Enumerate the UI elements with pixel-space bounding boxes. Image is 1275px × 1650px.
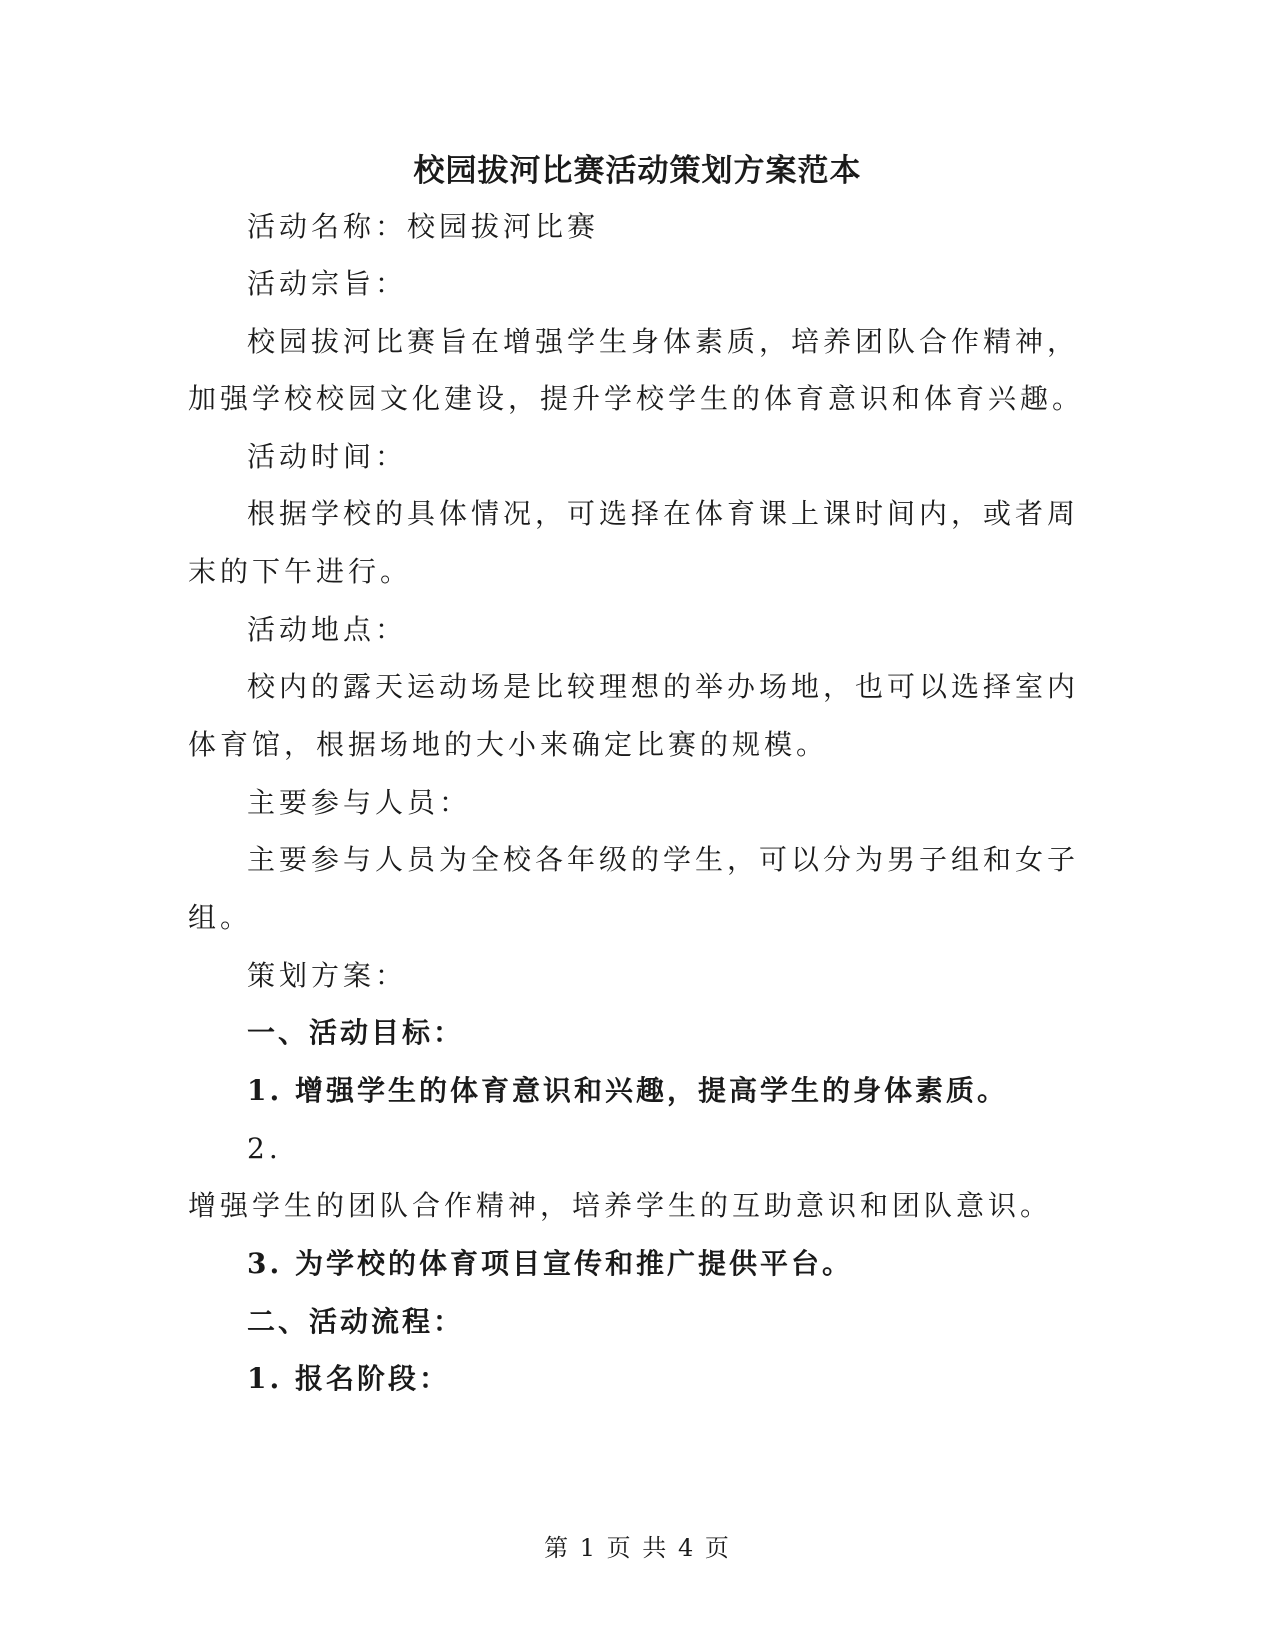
section-goals-heading: 一、活动目标： <box>247 1016 465 1049</box>
location-text-line-1: 校内的露天运动场是比较理想的举办场地，也可以选择室内 <box>247 670 1080 703</box>
goal-item-2-text: 增强学生的团队合作精神，培养学生的互助意识和团队意识。 <box>188 1189 1053 1222</box>
purpose-text-line-1: 校园拔河比赛旨在增强学生身体素质，培养团队合作精神， <box>247 325 1080 358</box>
location-heading: 活动地点： <box>247 613 408 646</box>
process-item-1: 1. 报名阶段： <box>247 1362 450 1395</box>
goal-item-3: 3. 为学校的体育项目宣传和推广提供平台。 <box>247 1247 853 1280</box>
time-heading: 活动时间： <box>247 440 408 473</box>
goal-item-1: 1. 增强学生的体育意识和兴趣，提高学生的身体素质。 <box>247 1074 1008 1107</box>
participants-text-line-1: 主要参与人员为全校各年级的学生，可以分为男子组和女子 <box>247 843 1080 876</box>
participants-text-line-2: 组。 <box>188 901 253 934</box>
purpose-heading: 活动宗旨： <box>247 267 408 300</box>
goal-item-2-number: 2. <box>247 1132 282 1165</box>
time-text-line-1: 根据学校的具体情况，可选择在体育课上课时间内，或者周 <box>247 497 1080 530</box>
document-title: 校园拔河比赛活动策划方案范本 <box>413 153 862 189</box>
time-text-line-2: 末的下午进行。 <box>188 555 413 588</box>
page-footer: 第 1 页 共 4 页 <box>544 1534 731 1562</box>
participants-heading: 主要参与人员： <box>247 786 472 819</box>
activity-name-line: 活动名称：校园拔河比赛 <box>247 210 600 243</box>
section-process-heading: 二、活动流程： <box>247 1305 465 1338</box>
purpose-text-line-2: 加强学校校园文化建设，提升学校学生的体育意识和体育兴趣。 <box>188 382 1085 415</box>
plan-heading: 策划方案： <box>247 959 408 992</box>
location-text-line-2: 体育馆，根据场地的大小来确定比赛的规模。 <box>188 728 829 761</box>
